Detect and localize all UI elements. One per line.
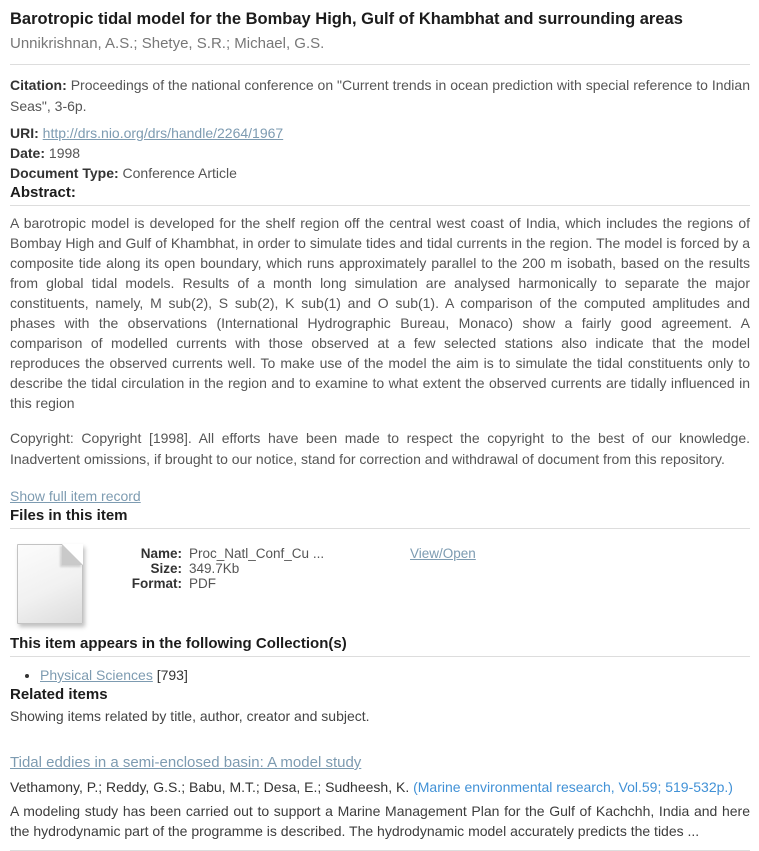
divider xyxy=(10,205,750,206)
collection-list-item xyxy=(40,665,750,685)
citation-label: Citation: xyxy=(10,77,67,93)
item-authors: Unnikrishnan, A.S.; Shetye, S.R.; Michael, G.S. xyxy=(10,35,325,52)
file-size-row xyxy=(122,561,410,576)
uri-link[interactable]: http://drs.nio.org/drs/handle/2264/1967 xyxy=(42,125,284,141)
divider xyxy=(10,656,750,657)
copyright-label: Copyright: xyxy=(10,430,74,446)
file-icon[interactable] xyxy=(17,544,83,624)
related-item-authors-row xyxy=(10,778,750,797)
related-item-authors: Vethamony, P.; Reddy, G.S.; Babu, M.T.; Desa, E.; Sudheesh, K. xyxy=(10,779,414,795)
doctype-value: Conference Article xyxy=(122,165,237,181)
copyright-row xyxy=(10,428,750,470)
collection-count: [793] xyxy=(156,667,188,683)
date-value: 1998 xyxy=(48,145,81,161)
file-size-label: Size: xyxy=(150,561,182,576)
divider xyxy=(10,528,750,529)
uri-label: URI: xyxy=(10,125,39,141)
file-details xyxy=(122,542,410,591)
citation-value: Proceedings of the national conference on "Current trends in ocean prediction with special reference to Indian Seas", 3-6p. xyxy=(10,77,750,114)
uri-row xyxy=(10,123,750,143)
citation-row xyxy=(10,75,750,117)
collections-heading: This item appears in the following Collection(s) xyxy=(10,635,347,652)
file-format-row xyxy=(122,576,410,591)
view-open-link[interactable]: View/Open xyxy=(410,546,476,561)
related-item-journal-link[interactable]: (Marine environmental research, Vol.59; 519-532p.) xyxy=(413,779,733,795)
file-name-value: Proc_Natl_Conf_Cu ... xyxy=(189,546,325,561)
abstract-heading: Abstract: xyxy=(10,184,76,201)
show-full-item-record-link[interactable]: Show full item record xyxy=(10,488,141,504)
related-item xyxy=(10,726,750,841)
related-item-title-link[interactable]: Tidal eddies in a semi-enclosed basin: A model study xyxy=(10,754,362,771)
file-row xyxy=(10,542,750,634)
file-format-value: PDF xyxy=(189,576,216,591)
collections-list xyxy=(10,665,750,685)
date-row xyxy=(10,143,750,163)
file-format-label: Format: xyxy=(131,576,182,591)
collection-link-physical-sciences[interactable]: Physical Sciences xyxy=(40,667,153,683)
related-items-subtitle: Showing items related by title, author, creator and subject. xyxy=(10,708,370,724)
page-title: Barotropic tidal model for the Bombay High, Gulf of Khambhat and surrounding areas xyxy=(10,10,683,28)
doctype-row xyxy=(10,163,750,183)
file-view-cell xyxy=(410,542,476,561)
file-size-value: 349.7Kb xyxy=(189,561,240,576)
file-icon-wrap xyxy=(10,542,122,624)
related-item-snippet: A modeling study has been carried out to support a Marine Management Plan for the Gulf of Kachchh, India and here the hydrodynamic part of the programme is described. The hydrodynamic model accurately predicts the tides ... xyxy=(10,803,750,839)
related-items-heading: Related items xyxy=(10,686,108,703)
doctype-label: Document Type: xyxy=(10,165,119,181)
divider xyxy=(10,64,750,65)
abstract-text: A barotropic model is developed for the shelf region off the central west coast of India, which includes the regions of Bombay High and Gulf of Khambhat, in order to simulate tides and tidal currents in the region. The model is forced by a composite tide along its open boundary, which runs approximately parallel to the 200 m isobath, based on the results from global tidal models. Results of a month long simulation are analysed harmonically to separate the major constituents, namely, M sub(2), S sub(2), K sub(1) and O sub(1). A comparison of the computed amplitudes and phases with the observations (International Hydrographic Bureau, Monaco) show a fairly good agreement. A comparison of modelled currents with those observed at a few selected stations also indicate that the model reproduces the observed currents well. To make use of the model the aim is to simulate the tidal constituents only to describe the tidal circulation in the region and to examine to what extent the observed currents are tidally influenced in this region xyxy=(10,215,750,411)
file-name-label: Name: xyxy=(140,546,182,561)
date-label: Date: xyxy=(10,145,46,161)
copyright-text: Copyright [1998]. All efforts have been made to respect the copyright to the best of our knowledge. Inadvertent omissions, if brought to our notice, stand for correction and withdrawal of document from this repository. xyxy=(10,430,750,467)
file-name-row xyxy=(122,546,410,561)
files-heading: Files in this item xyxy=(10,507,128,524)
